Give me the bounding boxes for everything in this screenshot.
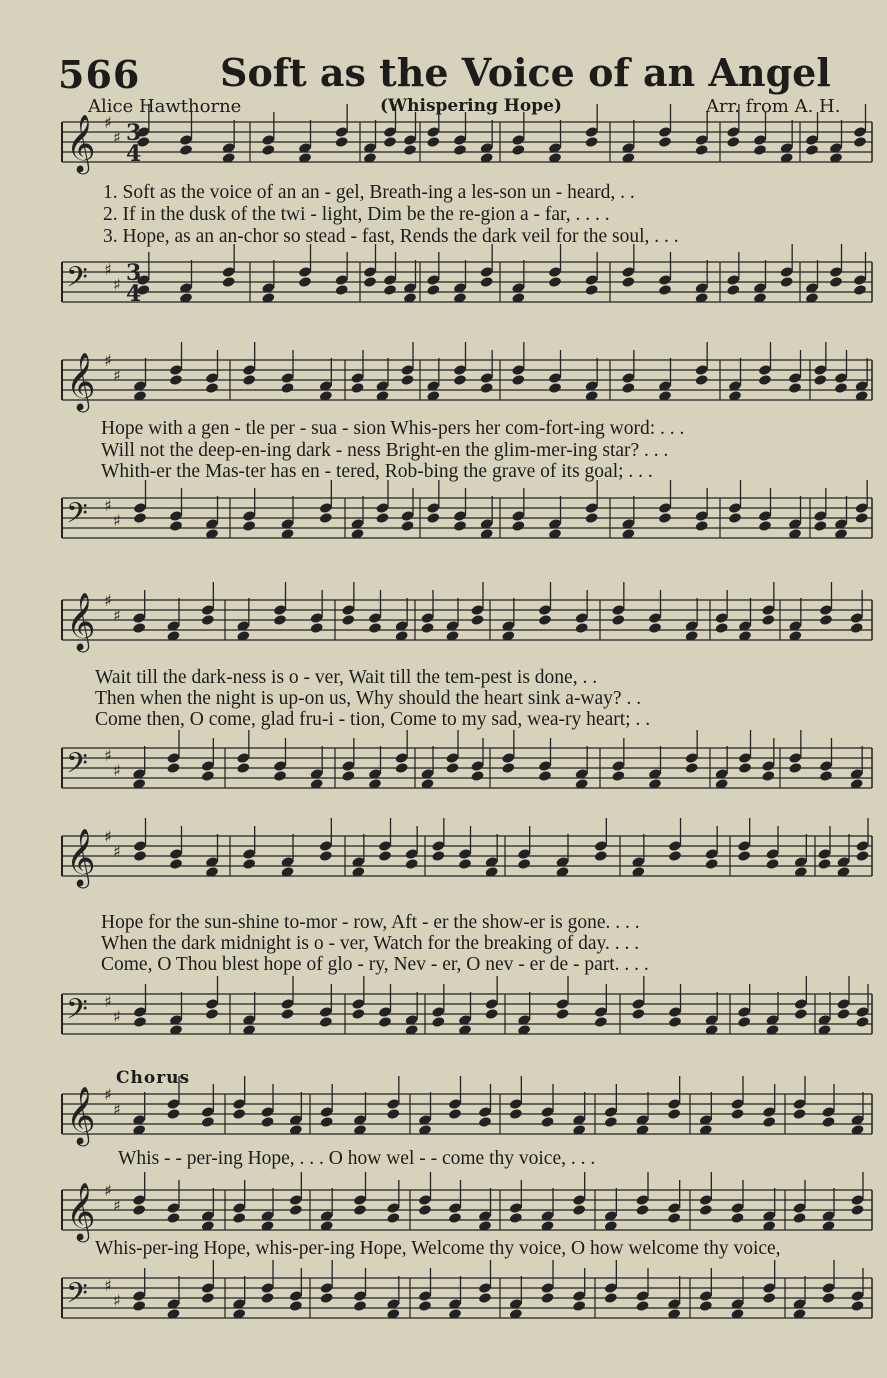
bass-clef-icon: 𝄢: [66, 747, 88, 787]
chorus-label: Chorus: [116, 1068, 191, 1088]
sharp-icon: ♯: [113, 606, 121, 625]
notehead: [320, 1292, 334, 1304]
time-signature-top: 3: [126, 260, 142, 286]
verse-3-line-2: Whith-er the Mas-ter has en - tered, Rob-bing the grave of its goal; . . .: [101, 461, 653, 482]
time-signature-bottom: 4: [126, 281, 142, 307]
hymn-number: 566: [58, 52, 141, 97]
notehead: [353, 1300, 367, 1312]
verse-1-line-2: Hope with a gen - tle per - sua - sion Whis-pers her com-fort-ing word: . . .: [101, 418, 685, 439]
hymn-title: Soft as the Voice of an Angel: [220, 50, 831, 95]
treble-clef-icon: 𝄞: [66, 828, 96, 886]
sharp-icon: ♯: [104, 992, 112, 1011]
treble-clef-icon: 𝄞: [66, 1182, 96, 1240]
tune-name: (Whispering Hope): [380, 96, 562, 116]
sharp-icon: ♯: [104, 260, 112, 279]
verse-1-line-3: Wait till the dark-ness is o - ver, Wait till the tem-pest is done, . .: [95, 667, 598, 688]
notehead: [201, 1292, 215, 1304]
bass-clef-icon: 𝄢: [66, 993, 88, 1033]
author-credit: Alice Hawthorne: [88, 96, 242, 117]
sharp-icon: ♯: [113, 366, 121, 385]
sharp-icon: ♯: [113, 1291, 121, 1310]
treble-clef-icon: 𝄞: [66, 1086, 96, 1144]
notehead: [604, 1292, 618, 1304]
treble-clef-icon: 𝄞: [66, 592, 96, 650]
verse-3-line-3: Come then, O come, glad fru-i - tion, Come to my sad, wea-ry heart; . .: [95, 709, 651, 730]
chorus-line-1: Whis - - per-ing Hope, . . . O how wel - - come thy voice, . . .: [118, 1148, 596, 1169]
sharp-icon: ♯: [104, 746, 112, 765]
notehead: [418, 1300, 432, 1312]
sharp-icon: ♯: [104, 351, 112, 370]
notehead: [289, 1300, 303, 1312]
verse-2-line-2: Will not the deep-en-ing dark - ness Bright-en the glim-mer-ing star? . . .: [101, 440, 669, 461]
verse-1-line-4: Hope for the sun-shine to-mor - row, Aft - er the show-er is gone. . . .: [101, 912, 640, 933]
sharp-icon: ♯: [104, 1276, 112, 1295]
bass-clef-icon: 𝄢: [66, 497, 88, 537]
sharp-icon: ♯: [104, 496, 112, 515]
verse-3-line-1: 3. Hope, as an an-chor so stead - fast, Rends the dark veil for the soul, . . .: [103, 226, 679, 247]
time-signature-top: 3: [126, 120, 142, 146]
time-signature-bottom: 4: [126, 141, 142, 167]
verse-2-line-1: 2. If in the dusk of the twi - light, Dim be the re-gion a - far, . . . .: [103, 204, 610, 225]
notehead: [762, 1292, 776, 1304]
notehead: [821, 1292, 835, 1304]
sharp-icon: ♯: [113, 761, 121, 780]
sharp-icon: ♯: [104, 1085, 112, 1104]
verse-1-line-1: 1. Soft as the voice of an an - gel, Breath-ing a les-son un - heard, . .: [103, 182, 635, 203]
notehead: [635, 1300, 649, 1312]
notehead: [260, 1292, 274, 1304]
notehead: [478, 1292, 492, 1304]
notehead: [132, 1300, 146, 1312]
notehead: [850, 1300, 864, 1312]
notehead: [699, 1300, 713, 1312]
sharp-icon: ♯: [113, 842, 121, 861]
sharp-icon: ♯: [104, 591, 112, 610]
sharp-icon: ♯: [104, 1181, 112, 1200]
treble-clef-icon: 𝄞: [66, 352, 96, 410]
bass-clef-icon: 𝄢: [66, 1277, 88, 1317]
chorus-line-2: Whis-per-ing Hope, whis-per-ing Hope, Welcome thy voice, O how welcome thy voice,: [95, 1238, 781, 1259]
sharp-icon: ♯: [113, 1100, 121, 1119]
sharp-icon: ♯: [113, 275, 121, 294]
sharp-icon: ♯: [113, 1196, 121, 1215]
bass-clef-icon: 𝄢: [66, 261, 88, 301]
sharp-icon: ♯: [104, 113, 112, 132]
sharp-icon: ♯: [113, 1007, 121, 1026]
sharp-icon: ♯: [113, 128, 121, 147]
sharp-icon: ♯: [104, 827, 112, 846]
verse-2-line-3: Then when the night is up-on us, Why should the heart sink a-way? . .: [95, 688, 642, 709]
notehead: [572, 1300, 586, 1312]
verse-3-line-4: Come, O Thou blest hope of glo - ry, Nev - er, O nev - er de - part. . . .: [101, 954, 649, 975]
arranger-credit: Arr. from A. H.: [706, 96, 841, 117]
treble-clef-icon: 𝄞: [66, 114, 96, 172]
sharp-icon: ♯: [113, 511, 121, 530]
verse-2-line-4: When the dark midnight is o - ver, Watch for the breaking of day. . . .: [101, 933, 640, 954]
notehead: [540, 1292, 554, 1304]
